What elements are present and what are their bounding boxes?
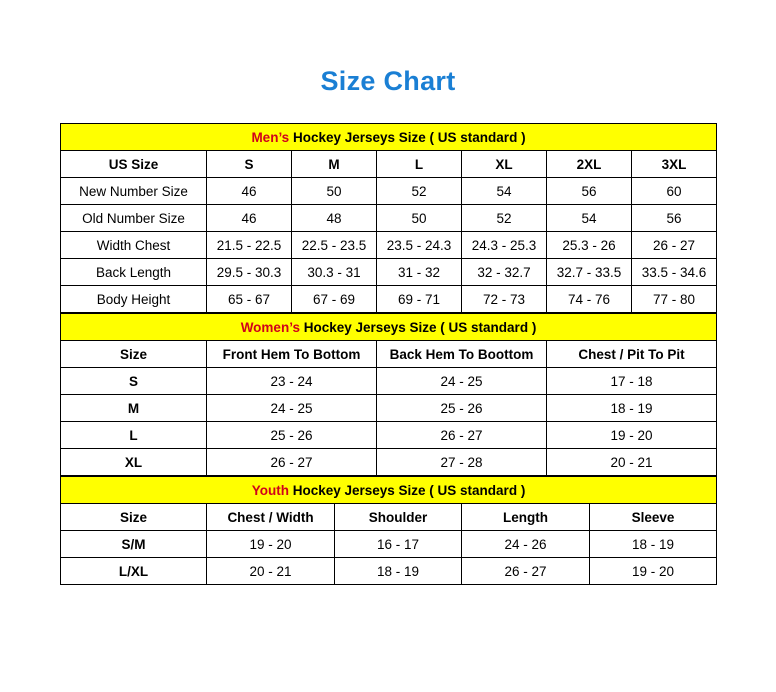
mens-r3-c3: 31 - 32 <box>377 259 462 286</box>
mens-r0-c4: 54 <box>462 178 547 205</box>
mens-r1-c2: 48 <box>292 205 377 232</box>
mens-r1-c1: 46 <box>207 205 292 232</box>
youth-r0-c2: 16 - 17 <box>335 531 462 558</box>
table-row <box>61 395 717 422</box>
youth-r1-c3: 26 - 27 <box>462 558 590 585</box>
mens-r4-c6: 77 - 80 <box>632 286 717 313</box>
mens-r1-c0: Old Number Size <box>61 205 207 232</box>
youth-r1-c0: L/XL <box>61 558 207 585</box>
youth-col-4: Sleeve <box>590 504 717 531</box>
table-row <box>61 286 717 313</box>
table-row <box>61 259 717 286</box>
mens-r1-c3: 50 <box>377 205 462 232</box>
womens-r1-c0: M <box>61 395 207 422</box>
youth-header-rest: Hockey Jerseys Size ( US standard ) <box>288 482 526 498</box>
youth-col-1: Chest / Width <box>207 504 335 531</box>
table-section-header-row <box>61 124 717 151</box>
table-row <box>61 232 717 259</box>
mens-r2-c1: 21.5 - 22.5 <box>207 232 292 259</box>
mens-col-1: S <box>207 151 292 178</box>
youth-r0-c0: S/M <box>61 531 207 558</box>
youth-r1-c1: 20 - 21 <box>207 558 335 585</box>
youth-col-2: Shoulder <box>335 504 462 531</box>
womens-size-table <box>60 313 717 476</box>
mens-r4-c1: 65 - 67 <box>207 286 292 313</box>
mens-col-5: 2XL <box>547 151 632 178</box>
mens-r4-c3: 69 - 71 <box>377 286 462 313</box>
mens-r4-c5: 74 - 76 <box>547 286 632 313</box>
mens-r3-c0: Back Length <box>61 259 207 286</box>
youth-col-0: Size <box>61 504 207 531</box>
womens-r2-c2: 26 - 27 <box>377 422 547 449</box>
womens-r1-c2: 25 - 26 <box>377 395 547 422</box>
mens-r3-c5: 32.7 - 33.5 <box>547 259 632 286</box>
table-row <box>61 449 717 476</box>
mens-r1-c6: 56 <box>632 205 717 232</box>
mens-r2-c6: 26 - 27 <box>632 232 717 259</box>
mens-col-3: L <box>377 151 462 178</box>
mens-r3-c6: 33.5 - 34.6 <box>632 259 717 286</box>
table-header-row <box>61 504 717 531</box>
mens-r1-c5: 54 <box>547 205 632 232</box>
mens-r1-c4: 52 <box>462 205 547 232</box>
table-row <box>61 558 717 585</box>
mens-r3-c2: 30.3 - 31 <box>292 259 377 286</box>
womens-section-header <box>61 314 717 341</box>
mens-col-4: XL <box>462 151 547 178</box>
mens-r4-c4: 72 - 73 <box>462 286 547 313</box>
mens-col-0: US Size <box>61 151 207 178</box>
mens-r0-c6: 60 <box>632 178 717 205</box>
youth-r1-c2: 18 - 19 <box>335 558 462 585</box>
youth-r0-c3: 24 - 26 <box>462 531 590 558</box>
table-section-header-row <box>61 314 717 341</box>
womens-header-rest: Hockey Jerseys Size ( US standard ) <box>299 319 537 335</box>
size-chart-container <box>60 95 716 585</box>
womens-r2-c1: 25 - 26 <box>207 422 377 449</box>
womens-r3-c0: XL <box>61 449 207 476</box>
womens-col-0: Size <box>61 341 207 368</box>
mens-r0-c2: 50 <box>292 178 377 205</box>
womens-r3-c2: 27 - 28 <box>377 449 547 476</box>
table-row <box>61 422 717 449</box>
youth-section-header <box>61 477 717 504</box>
youth-r1-c4: 19 - 20 <box>590 558 717 585</box>
mens-size-table <box>60 123 717 313</box>
table-section-header-row <box>61 477 717 504</box>
womens-r3-c1: 26 - 27 <box>207 449 377 476</box>
womens-r0-c2: 24 - 25 <box>377 368 547 395</box>
mens-r0-c1: 46 <box>207 178 292 205</box>
mens-r2-c0: Width Chest <box>61 232 207 259</box>
mens-section-header <box>61 124 717 151</box>
womens-r1-c1: 24 - 25 <box>207 395 377 422</box>
mens-r0-c5: 56 <box>547 178 632 205</box>
womens-r0-c0: S <box>61 368 207 395</box>
table-row <box>61 368 717 395</box>
mens-r4-c0: Body Height <box>61 286 207 313</box>
youth-r0-c1: 19 - 20 <box>207 531 335 558</box>
womens-col-3: Chest / Pit To Pit <box>547 341 717 368</box>
womens-header-accent: Women’s <box>240 319 300 335</box>
womens-r3-c3: 20 - 21 <box>547 449 717 476</box>
page-title: Size Chart <box>320 66 456 96</box>
mens-r2-c3: 23.5 - 24.3 <box>377 232 462 259</box>
womens-r0-c3: 17 - 18 <box>547 368 717 395</box>
mens-r0-c0: New Number Size <box>61 178 207 205</box>
mens-r2-c5: 25.3 - 26 <box>547 232 632 259</box>
mens-header-accent: Men’s <box>251 129 290 145</box>
youth-size-table <box>60 476 717 585</box>
mens-col-6: 3XL <box>632 151 717 178</box>
womens-r1-c3: 18 - 19 <box>547 395 717 422</box>
youth-col-3: Length <box>462 504 590 531</box>
table-row <box>61 205 717 232</box>
mens-r4-c2: 67 - 69 <box>292 286 377 313</box>
mens-col-2: M <box>292 151 377 178</box>
womens-r2-c3: 19 - 20 <box>547 422 717 449</box>
womens-r0-c1: 23 - 24 <box>207 368 377 395</box>
mens-header-rest: Hockey Jerseys Size ( US standard ) <box>289 129 526 145</box>
table-header-row <box>61 341 717 368</box>
mens-r3-c4: 32 - 32.7 <box>462 259 547 286</box>
womens-col-1: Front Hem To Bottom <box>207 341 377 368</box>
mens-r2-c2: 22.5 - 23.5 <box>292 232 377 259</box>
table-row <box>61 178 717 205</box>
table-row <box>61 531 717 558</box>
youth-r0-c4: 18 - 19 <box>590 531 717 558</box>
womens-r2-c0: L <box>61 422 207 449</box>
youth-header-accent: Youth <box>251 482 289 498</box>
womens-col-2: Back Hem To Boottom <box>377 341 547 368</box>
mens-r2-c4: 24.3 - 25.3 <box>462 232 547 259</box>
mens-r0-c3: 52 <box>377 178 462 205</box>
mens-r3-c1: 29.5 - 30.3 <box>207 259 292 286</box>
table-header-row <box>61 151 717 178</box>
